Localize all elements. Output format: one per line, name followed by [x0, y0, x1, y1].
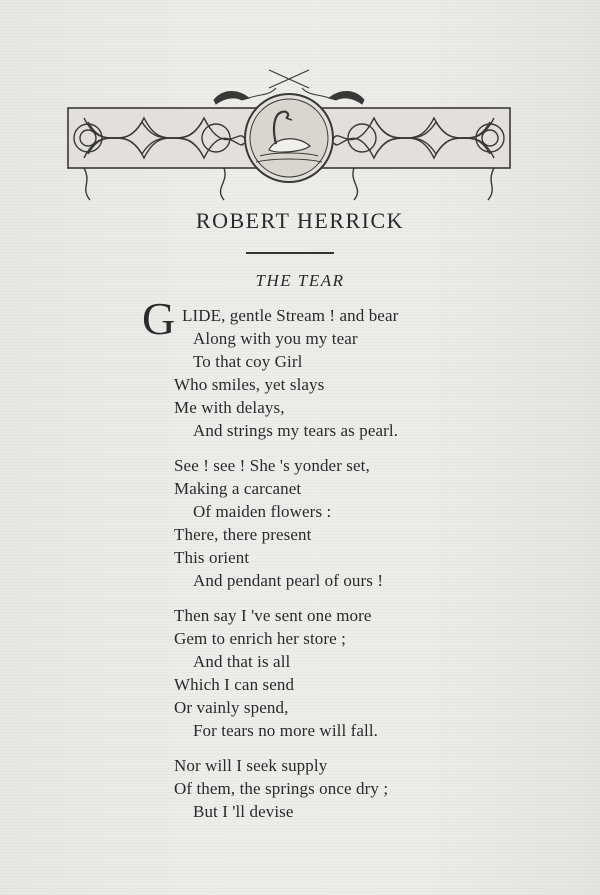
poem-line: Of maiden flowers :: [193, 502, 332, 521]
title-divider: [246, 252, 334, 254]
headpiece-ornament: [64, 58, 514, 208]
poem-line: This orient: [174, 548, 250, 567]
poem-line: Making a carcanet: [174, 479, 302, 498]
poem-line: Me with delays,: [174, 398, 285, 417]
poem-line: Then say I 've sent one more: [174, 606, 372, 625]
poem-line: To that coy Girl: [193, 352, 303, 371]
poem-line: Nor will I seek supply: [174, 756, 328, 775]
poem-line: And strings my tears as pearl.: [193, 421, 399, 440]
swan-medallion-icon: [245, 94, 333, 182]
poem-line: There, there present: [174, 525, 312, 544]
poem-line: Gem to enrich her store ;: [174, 629, 346, 648]
poem-line: Which I can send: [174, 675, 295, 694]
poem-title: THE TEAR: [255, 271, 345, 290]
poem-line: Along with you my tear: [193, 329, 358, 348]
poem-line: For tears no more will fall.: [193, 721, 379, 740]
poem-line: But I 'll devise: [193, 802, 294, 821]
drop-cap: G: [142, 293, 176, 344]
poem-line: Of them, the springs once dry ;: [174, 779, 389, 798]
poem-line: See ! see ! She 's yonder set,: [174, 456, 370, 475]
poem-line: Who smiles, yet slays: [174, 375, 325, 394]
poem-line: And pendant pearl of ours !: [193, 571, 384, 590]
author-heading: ROBERT HERRICK: [195, 208, 405, 233]
poem-line: And that is all: [193, 652, 291, 671]
poem-line: LIDE, gentle Stream ! and bear: [182, 306, 399, 325]
poem-line: Or vainly spend,: [174, 698, 289, 717]
